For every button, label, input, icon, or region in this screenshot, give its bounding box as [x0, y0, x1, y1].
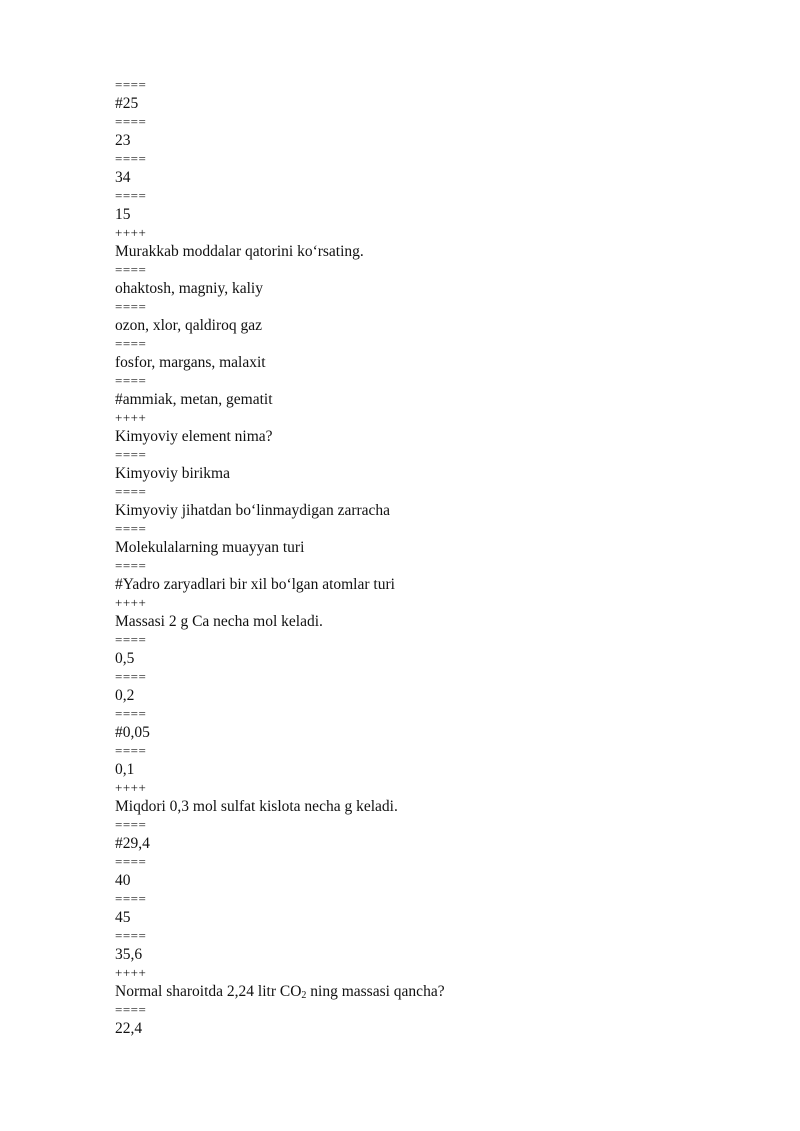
separator-line: ====: [115, 928, 147, 943]
text-line: Miqdori 0,3 mol sulfat kislota necha g keladi.: [115, 797, 398, 815]
text-line: #Yadro zaryadlari bir xil bo‘lgan atomlar turi: [115, 575, 395, 593]
text-segment: Normal sharoitda 2,24 litr CO: [115, 982, 302, 1000]
text-line: 15: [115, 205, 131, 223]
text-line: 40: [115, 871, 131, 889]
text-line: 23: [115, 131, 131, 149]
separator-line: ++++: [115, 410, 147, 425]
text-line: Molekulalarning muayyan turi: [115, 538, 305, 556]
separator-line: ====: [115, 151, 147, 166]
text-line: 35,6: [115, 945, 143, 963]
separator-line: ++++: [115, 965, 147, 980]
separator-line: ====: [115, 817, 147, 832]
text-line: Kimyoviy birikma: [115, 464, 230, 482]
separator-line: ====: [115, 262, 147, 277]
text-line: #ammiak, metan, gematit: [115, 390, 273, 408]
separator-line: ====: [115, 891, 147, 906]
separator-line: ====: [115, 632, 147, 647]
separator-line: ====: [115, 484, 147, 499]
separator-line: ====: [115, 558, 147, 573]
separator-line: ====: [115, 1002, 147, 1017]
text-line: 0,1: [115, 760, 135, 778]
text-line: 45: [115, 908, 131, 926]
separator-line: ====: [115, 854, 147, 869]
text-line: Kimyoviy jihatdan bo‘linmaydigan zarracha: [115, 501, 391, 519]
text-line: #25: [115, 94, 139, 112]
text-line: [115, 983, 715, 1002]
text-line: Murakkab moddalar qatorini ko‘rsating.: [115, 242, 364, 260]
separator-line: ====: [115, 77, 147, 92]
text-line: Massasi 2 g Ca necha mol keladi.: [115, 612, 323, 630]
separator-line: ++++: [115, 780, 147, 795]
separator-line: ====: [115, 743, 147, 758]
text-line: Kimyoviy element nima?: [115, 427, 273, 445]
text-line: fosfor, margans, malaxit: [115, 353, 266, 371]
subscript: 2: [301, 989, 307, 1001]
separator-line: ====: [115, 336, 147, 351]
text-line: 34: [115, 168, 131, 186]
separator-line: ====: [115, 114, 147, 129]
text-line: 22,4: [115, 1019, 143, 1037]
separator-line: ====: [115, 447, 147, 462]
separator-line: ++++: [115, 225, 147, 240]
text-line: #29,4: [115, 834, 150, 852]
separator-line: ====: [115, 373, 147, 388]
separator-line: ====: [115, 669, 147, 684]
text-line: 0,2: [115, 686, 135, 704]
separator-line: ++++: [115, 595, 147, 610]
text-line: ohaktosh, magniy, kaliy: [115, 279, 263, 297]
document-body: [115, 76, 715, 1038]
text-line: 0,5: [115, 649, 135, 667]
separator-line: ====: [115, 299, 147, 314]
separator-line: ====: [115, 706, 147, 721]
separator-line: ====: [115, 188, 147, 203]
separator-line: ====: [115, 521, 147, 536]
text-line: #0,05: [115, 723, 150, 741]
text-segment: ning massasi qancha?: [306, 982, 445, 1000]
text-line: ozon, xlor, qaldiroq gaz: [115, 316, 263, 334]
